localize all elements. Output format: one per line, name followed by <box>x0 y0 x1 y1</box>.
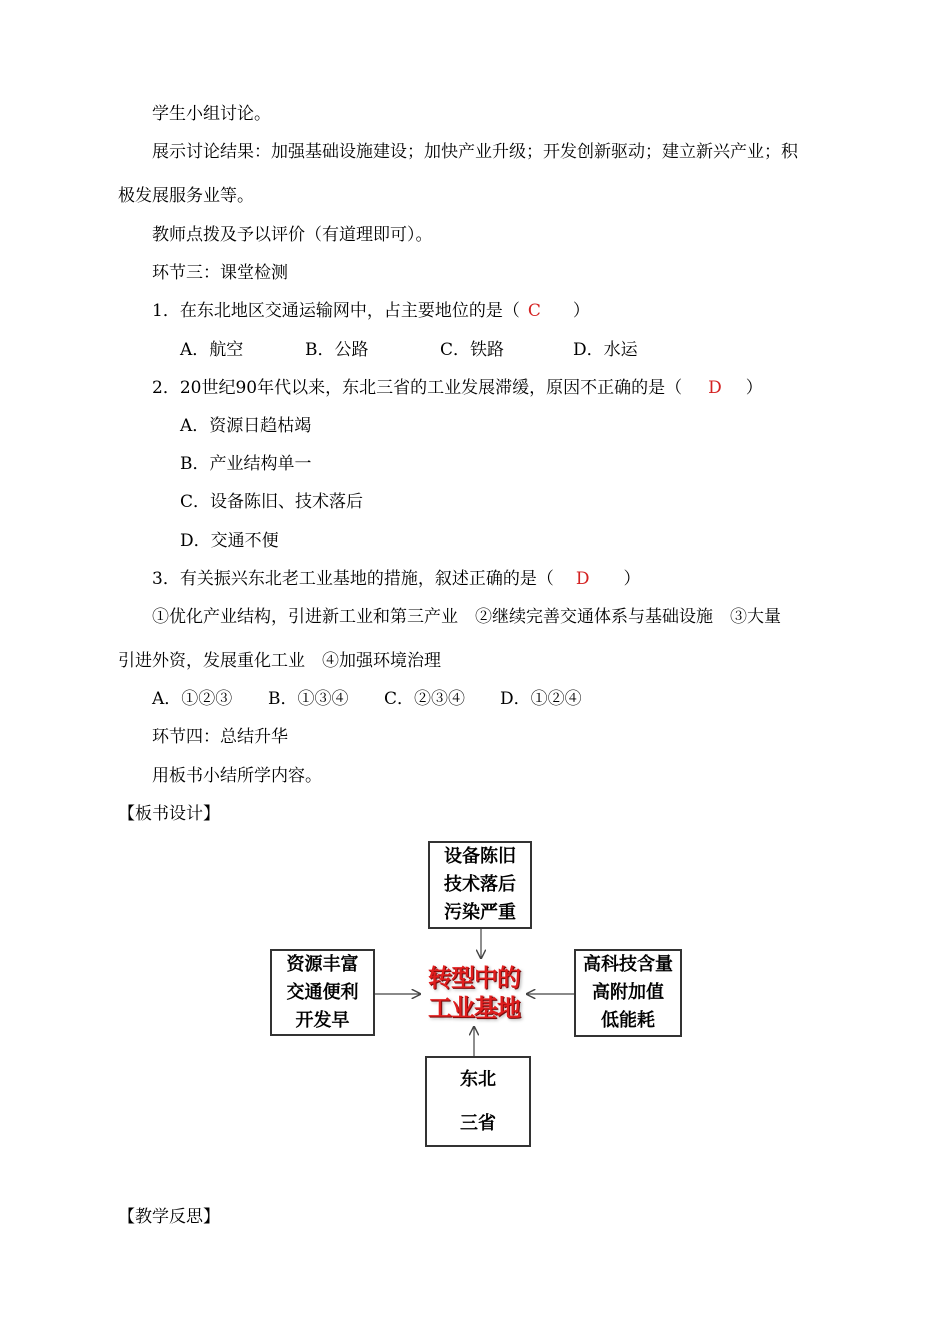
question-1-option-d: D．水运 <box>573 340 638 360</box>
box-top-line-1: 设备陈旧 <box>444 846 516 867</box>
discussion-text: 学生小组讨论。 <box>152 104 271 124</box>
box-left-advantages <box>270 949 375 1036</box>
question-1-option-c: C．铁路 <box>440 340 505 360</box>
box-bottom-region <box>425 1056 531 1147</box>
question-1-stem: 1．在东北地区交通运输网中，占主要地位的是（ <box>152 301 520 321</box>
question-3-answer: D <box>575 569 590 589</box>
question-1-close: ） <box>572 301 590 321</box>
box-top-problems <box>428 841 532 929</box>
center-title-line-2: 工业基地 <box>428 994 520 1022</box>
summary-text: 用板书小结所学内容。 <box>152 766 322 786</box>
question-2-stem: 2．20世纪90年代以来，东北三省的工业发展滞缓，原因不正确的是（ <box>152 378 683 398</box>
box-left-line-2: 交通便利 <box>286 981 359 1003</box>
question-3-body-line-2: 引进外资，发展重化工业 ④加强环境治理 <box>118 651 441 671</box>
question-1-option-a: A．航空 <box>180 340 244 360</box>
question-2-option-b: B．产业结构单一 <box>180 454 312 474</box>
teaching-reflection-heading: 【教学反思】 <box>118 1207 220 1227</box>
box-right-line-2: 高附加值 <box>592 982 664 1003</box>
question-2-answer: D <box>708 378 722 398</box>
question-1 <box>152 300 590 322</box>
result-text-line-1: 展示讨论结果：加强基础设施建设；加快产业升级；开发创新驱动；建立新兴产业；积 <box>152 142 798 162</box>
question-1-option-b: B．公路 <box>305 340 369 360</box>
question-2-option-a: A．资源日趋枯竭 <box>180 416 312 436</box>
question-1-answer: C <box>527 301 541 321</box>
box-bottom-line-1: 东北 <box>460 1068 496 1090</box>
section-three-heading: 环节三：课堂检测 <box>152 263 288 283</box>
result-text-line-2: 极发展服务业等。 <box>118 186 254 206</box>
box-right-line-1: 高科技含量 <box>583 954 673 975</box>
question-3 <box>152 568 640 590</box>
question-2-option-c: C．设备陈旧、技术落后 <box>180 492 364 512</box>
board-design-heading: 【板书设计】 <box>118 804 220 824</box>
question-3-option-c: C．②③④ <box>384 689 466 709</box>
teacher-comment-text: 教师点拨及予以评价（有道理即可）。 <box>152 225 433 245</box>
box-right-line-3: 低能耗 <box>601 1010 655 1031</box>
question-3-close: ） <box>623 569 641 589</box>
question-3-option-d: D．①②④ <box>500 689 582 709</box>
question-3-option-a: A．①②③ <box>152 689 233 709</box>
diagram-center-title <box>420 963 528 1023</box>
box-left-line-1: 资源丰富 <box>286 953 359 975</box>
question-2-option-d: D．交通不便 <box>180 531 279 551</box>
box-top-line-2: 技术落后 <box>444 874 516 895</box>
box-left-line-3: 开发早 <box>295 1009 350 1031</box>
section-four-heading: 环节四：总结升华 <box>152 727 288 747</box>
question-3-option-b: B．①③④ <box>268 689 349 709</box>
question-3-body-line-1: ①优化产业结构，引进新工业和第三产业 ②继续完善交通体系与基础设施 ③大量 <box>152 607 781 627</box>
box-right-goals <box>574 949 682 1037</box>
center-title-line-1: 转型中的 <box>428 964 520 992</box>
question-2 <box>152 377 763 399</box>
question-3-stem: 3．有关振兴东北老工业基地的措施，叙述正确的是（ <box>152 569 554 589</box>
box-top-line-3: 污染严重 <box>444 902 516 923</box>
box-bottom-line-2: 三省 <box>460 1112 496 1134</box>
question-2-close: ） <box>745 378 763 398</box>
